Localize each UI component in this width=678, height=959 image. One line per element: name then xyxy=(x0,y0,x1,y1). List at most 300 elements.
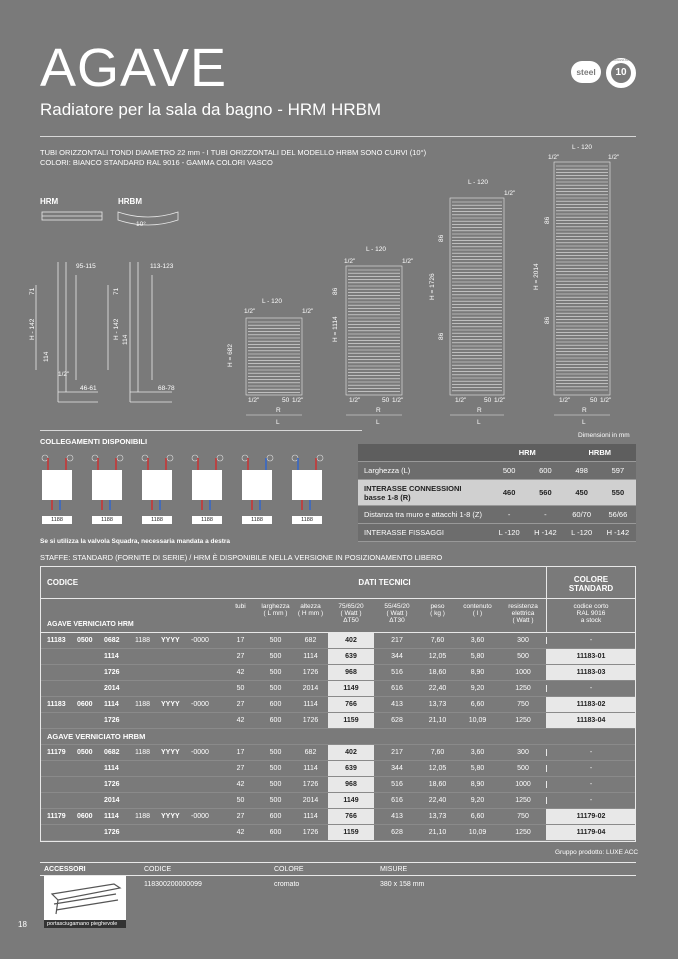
r4-half-l: 1/2" xyxy=(548,154,560,161)
code-part xyxy=(161,829,191,836)
cell-tubi: 17 xyxy=(236,637,245,644)
acc-header-colore: COLORE xyxy=(274,866,304,873)
cell-dt50: 968 xyxy=(328,665,374,680)
table-row xyxy=(41,745,635,761)
code-part xyxy=(77,829,104,836)
cell-peso: 21,10 xyxy=(428,717,447,724)
cell-contenuto: 6,60 xyxy=(470,813,485,820)
code-part xyxy=(161,797,191,804)
dim-114-b: 114 xyxy=(122,334,129,345)
dimensions-unit-note: Dimensioni in mm xyxy=(578,432,630,439)
code-part: 1726 xyxy=(104,781,120,788)
connection-diagram xyxy=(240,452,284,530)
cell-dt50: 1149 xyxy=(328,793,374,808)
cell-peso: 22,40 xyxy=(428,685,447,692)
sub-contenuto xyxy=(455,599,500,632)
cell-resistenza: 1250 xyxy=(515,797,531,804)
row-label-line2: basse 1-8 (R) xyxy=(364,492,411,502)
r2-half-r: 1/2" xyxy=(402,258,414,265)
cell-codice-corto: - xyxy=(546,685,635,692)
cell: L -120 xyxy=(498,528,520,537)
cell-codice-corto: 11179-04 xyxy=(546,825,635,840)
cell: 500 xyxy=(502,466,516,475)
cell-peso: 18,60 xyxy=(428,669,447,676)
code-part: -0000 xyxy=(191,813,209,820)
r3-half-bl: 1/2" xyxy=(455,397,467,404)
r3-half-r: 1/2" xyxy=(504,190,516,197)
sub-text: ΔT30 xyxy=(389,617,405,624)
sub-text: ( Watt ) xyxy=(340,610,362,617)
cell-tubi: 17 xyxy=(236,749,245,756)
cell-contenuto: 5,80 xyxy=(470,765,485,772)
header-colore-1: COLORE xyxy=(573,575,609,584)
table-row xyxy=(41,809,635,825)
cell-peso: 13,73 xyxy=(428,813,447,820)
code-part xyxy=(191,765,221,772)
sub-colore xyxy=(546,599,635,632)
sub-text: RAL 9016 xyxy=(576,610,606,617)
connections-title: COLLEGAMENTI DISPONIBILI xyxy=(40,437,148,446)
cell-tubi: 27 xyxy=(236,653,245,660)
cell-larghezza: 600 xyxy=(269,701,282,708)
cell-peso: 21,10 xyxy=(428,829,447,836)
cell-contenuto: 5,80 xyxy=(470,653,485,660)
cell-resistenza: 1000 xyxy=(515,669,531,676)
code-part xyxy=(77,765,104,772)
connection-diagrams xyxy=(40,452,352,530)
code-part xyxy=(77,781,104,788)
cell-dt30: 344 xyxy=(391,765,403,772)
cell-resistenza: 300 xyxy=(517,637,529,644)
r3-86a: 86 xyxy=(438,234,445,242)
r4-86b: 86 xyxy=(544,316,551,324)
connection-diagram xyxy=(90,452,134,530)
sub-text: ΔT50 xyxy=(343,617,359,624)
code-part xyxy=(135,797,161,804)
sub-text: ( H mm ) xyxy=(297,610,324,617)
connection-code: 1188 xyxy=(142,516,172,524)
cell: 460 xyxy=(502,488,516,497)
cell-larghezza: 600 xyxy=(269,813,282,820)
warranty-text: GARANZIA ANNI xyxy=(611,59,631,62)
cell-codice-corto: 11183-02 xyxy=(546,697,635,712)
cell: 600 xyxy=(539,466,552,475)
sub-text: contenuto xyxy=(463,603,492,610)
cell-larghezza: 500 xyxy=(269,637,282,644)
connection-diagram xyxy=(140,452,184,530)
sub-larghezza xyxy=(258,599,293,632)
cell-resistenza: 300 xyxy=(517,749,529,756)
code-part: 2014 xyxy=(104,797,120,804)
code-part: 1726 xyxy=(104,669,120,676)
code-part xyxy=(161,685,191,692)
code-part xyxy=(41,781,77,788)
code-part xyxy=(41,669,77,676)
code-part: 1114 xyxy=(104,701,119,708)
dim-h142-b: H - 142 xyxy=(113,318,120,340)
hrbm-top-view xyxy=(118,212,178,225)
sub-text: ( l ) xyxy=(472,610,483,617)
code-part: 11183 xyxy=(47,701,66,708)
cell-altezza: 1726 xyxy=(302,669,319,676)
r1-half-r: 1/2" xyxy=(302,308,314,315)
cell-contenuto: 9,20 xyxy=(470,685,485,692)
code-cell xyxy=(41,781,223,788)
cell-codice-corto: - xyxy=(546,781,635,788)
cell-dt50: 402 xyxy=(328,745,374,760)
r2-l: L xyxy=(376,419,380,426)
cell-peso: 18,60 xyxy=(428,781,447,788)
cell-contenuto: 3,60 xyxy=(470,749,485,756)
cell-larghezza: 500 xyxy=(269,797,282,804)
connection-diagram xyxy=(40,452,84,530)
sub-text: ( L mm ) xyxy=(263,610,288,617)
dim-71-b: 71 xyxy=(113,287,120,295)
code-part xyxy=(161,781,191,788)
cell-altezza: 682 xyxy=(304,749,317,756)
r3-half-br: 1/2" xyxy=(494,397,506,404)
table-subheader xyxy=(41,599,635,633)
code-part: 11179 xyxy=(47,813,66,820)
connection-code: 1188 xyxy=(42,516,72,524)
code-part xyxy=(77,653,104,660)
cell-larghezza: 500 xyxy=(269,781,282,788)
row-label: Larghezza (L) xyxy=(364,466,411,475)
cell-dt30: 344 xyxy=(391,653,403,660)
r1-height: H = 682 xyxy=(227,344,234,367)
table-row xyxy=(41,681,635,697)
cell-codice-corto: 11179-02 xyxy=(546,809,635,824)
cell-larghezza: 600 xyxy=(269,717,282,724)
code-part xyxy=(191,669,221,676)
dim-114-a: 114 xyxy=(43,351,50,362)
cell-dt30: 217 xyxy=(391,637,403,644)
table-row xyxy=(41,697,635,713)
code-part xyxy=(41,653,77,660)
cell-dt30: 616 xyxy=(391,685,403,692)
cell-altezza: 2014 xyxy=(302,797,319,804)
connection-code: 1188 xyxy=(92,516,122,524)
code-part xyxy=(41,765,77,772)
page-number: 18 xyxy=(18,920,27,929)
cell-codice-corto: 11183-03 xyxy=(546,665,635,680)
r3-l120: L - 120 xyxy=(468,179,488,186)
dim-h142-a: H - 142 xyxy=(29,318,36,340)
sub-text: codice corto xyxy=(573,603,609,610)
cell-contenuto: 6,60 xyxy=(470,701,485,708)
label-hrm: HRM xyxy=(40,197,59,206)
cell-dt50: 639 xyxy=(328,761,374,776)
code-part: 1188 xyxy=(135,813,151,820)
table-row xyxy=(41,825,635,841)
r4-half-bl: 1/2" xyxy=(559,397,571,404)
sub-peso xyxy=(420,599,455,632)
cell-resistenza: 750 xyxy=(517,813,529,820)
cell-tubi: 50 xyxy=(236,685,245,692)
code-part: 1114 xyxy=(104,813,119,820)
cell-larghezza: 500 xyxy=(269,685,282,692)
connections-note: Se si utilizza la valvola Squadra, necessaria mandata a destra xyxy=(40,538,231,545)
cell: 498 xyxy=(575,466,588,475)
cell-larghezza: 500 xyxy=(269,653,282,660)
code-part: 0500 xyxy=(77,749,93,756)
code-part xyxy=(77,685,104,692)
table-row xyxy=(41,793,635,809)
acc-colore: cromato xyxy=(274,881,300,888)
r4-half-r: 1/2" xyxy=(608,154,620,161)
cell-altezza: 1726 xyxy=(302,717,319,724)
table-row xyxy=(41,633,635,649)
code-part xyxy=(191,781,221,788)
sub-text: 55/45/20 xyxy=(384,603,410,610)
cell-altezza: 1726 xyxy=(302,829,319,836)
table-row xyxy=(41,665,635,681)
cell-codice-corto: - xyxy=(546,765,635,772)
cell-codice-corto: - xyxy=(546,749,635,756)
accessories-header xyxy=(40,862,636,876)
dim-68-78: 68-78 xyxy=(158,385,175,392)
cell-codice-corto: 11183-01 xyxy=(546,649,635,664)
cell-altezza: 682 xyxy=(304,637,317,644)
code-part: YYYY xyxy=(161,813,180,820)
sub-dt50 xyxy=(328,599,374,632)
connection-diagram xyxy=(290,452,334,530)
cell-peso: 12,05 xyxy=(428,765,447,772)
group-note: Gruppo prodotto: LUXE ACC xyxy=(555,849,639,856)
cell: 60/70 xyxy=(572,510,592,519)
code-cell xyxy=(41,717,223,724)
code-part xyxy=(191,797,221,804)
header-colore-2: STANDARD xyxy=(568,584,614,593)
sub-text: ( Watt ) xyxy=(386,610,408,617)
code-part xyxy=(161,669,191,676)
r1-l120: L - 120 xyxy=(262,298,282,305)
connection-code: 1188 xyxy=(192,516,222,524)
cell-dt50: 766 xyxy=(328,809,374,824)
code-part xyxy=(135,829,161,836)
technical-drawing xyxy=(0,0,678,430)
code-part xyxy=(161,717,191,724)
code-part xyxy=(135,765,161,772)
dim-113-123: 113-123 xyxy=(150,263,174,270)
code-part: 0600 xyxy=(77,813,93,820)
cell-altezza: 1726 xyxy=(302,781,319,788)
row-label xyxy=(358,484,491,502)
cell-altezza: 1114 xyxy=(303,701,318,708)
hrm-rows xyxy=(41,633,635,729)
cell-dt50: 1159 xyxy=(328,713,374,728)
sub-tubi: tubi xyxy=(235,603,246,610)
cell-dt30: 628 xyxy=(391,717,403,724)
cell-resistenza: 1250 xyxy=(515,717,531,724)
cell-tubi: 27 xyxy=(236,701,245,708)
r1-50: 50 xyxy=(282,397,290,404)
radiator-fronts xyxy=(246,162,610,415)
r4-50: 50 xyxy=(590,397,598,404)
cell-peso: 13,73 xyxy=(428,701,447,708)
dim-71-a: 71 xyxy=(29,287,36,295)
code-part: 1114 xyxy=(104,765,119,772)
connection-code: 1188 xyxy=(242,516,272,524)
r1-half-bl: 1/2" xyxy=(248,397,260,404)
code-part: 1188 xyxy=(135,637,151,644)
sub-text: elettrica xyxy=(511,610,535,617)
code-part: 1188 xyxy=(135,701,151,708)
col-hrm: HRM xyxy=(518,448,536,457)
r4-height: H = 2014 xyxy=(533,263,540,290)
code-part xyxy=(191,829,221,836)
header-codice: CODICE xyxy=(47,578,79,587)
header-colore xyxy=(546,567,635,598)
code-part xyxy=(191,685,221,692)
cell-resistenza: 1250 xyxy=(515,829,531,836)
acc-header-codice: CODICE xyxy=(144,866,172,873)
table-row xyxy=(41,713,635,729)
r1-r: R xyxy=(276,407,281,414)
description-line-2: COLORI: BIANCO STANDARD RAL 9016 - GAMMA COLORI VASCO xyxy=(40,158,273,167)
code-part: 0682 xyxy=(104,637,120,644)
cell: H -142 xyxy=(606,528,630,537)
code-part: -0000 xyxy=(191,701,209,708)
code-cell xyxy=(41,797,223,804)
section-hrm: AGAVE VERNICIATO HRM xyxy=(47,621,134,628)
cell-dt50: 968 xyxy=(328,777,374,792)
acc-codice: 118300200000099 xyxy=(144,881,202,888)
code-part: 1114 xyxy=(104,653,119,660)
cell-peso: 7,60 xyxy=(430,637,445,644)
dimensions-table xyxy=(358,444,636,542)
code-part: 11183 xyxy=(47,637,66,644)
code-part xyxy=(41,797,77,804)
r2-half-l: 1/2" xyxy=(344,258,356,265)
table-row xyxy=(41,777,635,793)
r3-height: H = 1726 xyxy=(429,273,436,300)
dimensions-header xyxy=(358,444,636,462)
cell-larghezza: 500 xyxy=(269,749,282,756)
code-cell xyxy=(41,813,223,820)
r2-half-br: 1/2" xyxy=(392,397,404,404)
sub-text: 75/65/20 xyxy=(338,603,364,610)
warranty-years: 10 xyxy=(611,63,631,83)
code-part xyxy=(135,653,161,660)
code-part xyxy=(161,765,191,772)
cell-dt30: 516 xyxy=(391,669,403,676)
row-distanza xyxy=(358,506,636,524)
r2-r: R xyxy=(376,407,381,414)
cell-resistenza: 500 xyxy=(517,765,529,772)
cell-peso: 22,40 xyxy=(428,797,447,804)
code-part xyxy=(77,797,104,804)
code-cell xyxy=(41,701,223,708)
cell-codice-corto: 11183-04 xyxy=(546,713,635,728)
r4-86a: 86 xyxy=(544,216,551,224)
cell-codice-corto: - xyxy=(546,797,635,804)
cell-resistenza: 500 xyxy=(517,653,529,660)
cell-dt30: 516 xyxy=(391,781,403,788)
dim-95-115: 95-115 xyxy=(76,263,96,270)
table-row xyxy=(41,761,635,777)
sub-resistenza xyxy=(500,599,546,632)
description-line-1: TUBI ORIZZONTALI TONDI DIAMETRO 22 mm - I TUBI ORIZZONTALI DEL MODELLO HRBM SONO CURVI (10°) xyxy=(40,148,427,157)
towel-rail-image xyxy=(44,876,126,928)
sub-text: ( Watt ) xyxy=(512,617,534,624)
code-part: 1188 xyxy=(135,749,151,756)
code-part xyxy=(191,653,221,660)
cell: 560 xyxy=(539,488,552,497)
code-cell xyxy=(41,685,223,692)
steel-logo: steel xyxy=(571,61,601,83)
label-hrbm: HRBM xyxy=(118,197,142,206)
row-interasse-connessioni xyxy=(358,480,636,506)
r4-l: L xyxy=(582,419,586,426)
cell: 550 xyxy=(611,488,625,497)
cell-tubi: 42 xyxy=(236,781,245,788)
code-part xyxy=(41,685,77,692)
cell-codice-corto: - xyxy=(546,637,635,644)
row-interasse-fissaggi xyxy=(358,524,636,542)
row-label-line1: INTERASSE CONNESSIONI xyxy=(364,483,462,493)
r3-l: L xyxy=(477,419,481,426)
cell: 450 xyxy=(575,488,588,497)
sub-text: peso xyxy=(430,603,445,610)
connections-divider xyxy=(40,430,362,431)
cell-dt30: 413 xyxy=(391,701,403,708)
dim-46-61: 46-61 xyxy=(80,385,97,392)
r4-r: R xyxy=(582,407,587,414)
cell-larghezza: 500 xyxy=(269,765,282,772)
code-part: 11179 xyxy=(47,749,66,756)
cell-tubi: 42 xyxy=(236,717,245,724)
sub-text: larghezza xyxy=(261,603,290,610)
code-cell xyxy=(41,829,223,836)
code-part: 0682 xyxy=(104,749,120,756)
header-dati-tecnici: DATI TECNICI xyxy=(358,578,411,587)
connection-diagram xyxy=(190,452,234,530)
cell-larghezza: 600 xyxy=(269,829,282,836)
r2-50: 50 xyxy=(382,397,390,404)
cell-contenuto: 8,90 xyxy=(470,781,485,788)
code-part: 2014 xyxy=(104,685,120,692)
page-subtitle: Radiatore per la sala da bagno - HRM HRBM xyxy=(40,100,382,119)
cell: 56/66 xyxy=(608,510,628,519)
code-cell xyxy=(41,669,223,676)
angle-label: 10° xyxy=(136,221,146,228)
sub-dt30 xyxy=(374,599,420,632)
cell-resistenza: 750 xyxy=(517,701,529,708)
code-part: 0500 xyxy=(77,637,93,644)
r1-half-br: 1/2" xyxy=(292,397,304,404)
cell-contenuto: 3,60 xyxy=(470,637,485,644)
r3-r: R xyxy=(477,407,482,414)
cell-contenuto: 8,90 xyxy=(470,669,485,676)
cell-contenuto: 10,09 xyxy=(468,717,487,724)
code-part xyxy=(135,717,161,724)
code-part xyxy=(41,717,77,724)
page-title: AGAVE xyxy=(40,38,228,98)
cell-dt50: 639 xyxy=(328,649,374,664)
r2-half-bl: 1/2" xyxy=(349,397,361,404)
r3-86b: 86 xyxy=(438,332,445,340)
cell: H -142 xyxy=(534,528,557,537)
acc-header-title: ACCESSORI xyxy=(44,866,86,873)
staffe-note: STAFFE: STANDARD (FORNITE DI SERIE) / HRM È DISPONIBILE NELLA VERSIONE IN POSIZIONAMENTO LIBERO xyxy=(40,553,443,562)
cell-altezza: 1114 xyxy=(303,813,318,820)
r1-l: L xyxy=(276,419,280,426)
code-part xyxy=(41,829,77,836)
code-cell xyxy=(41,653,223,660)
code-part xyxy=(191,717,221,724)
cell-dt30: 413 xyxy=(391,813,403,820)
